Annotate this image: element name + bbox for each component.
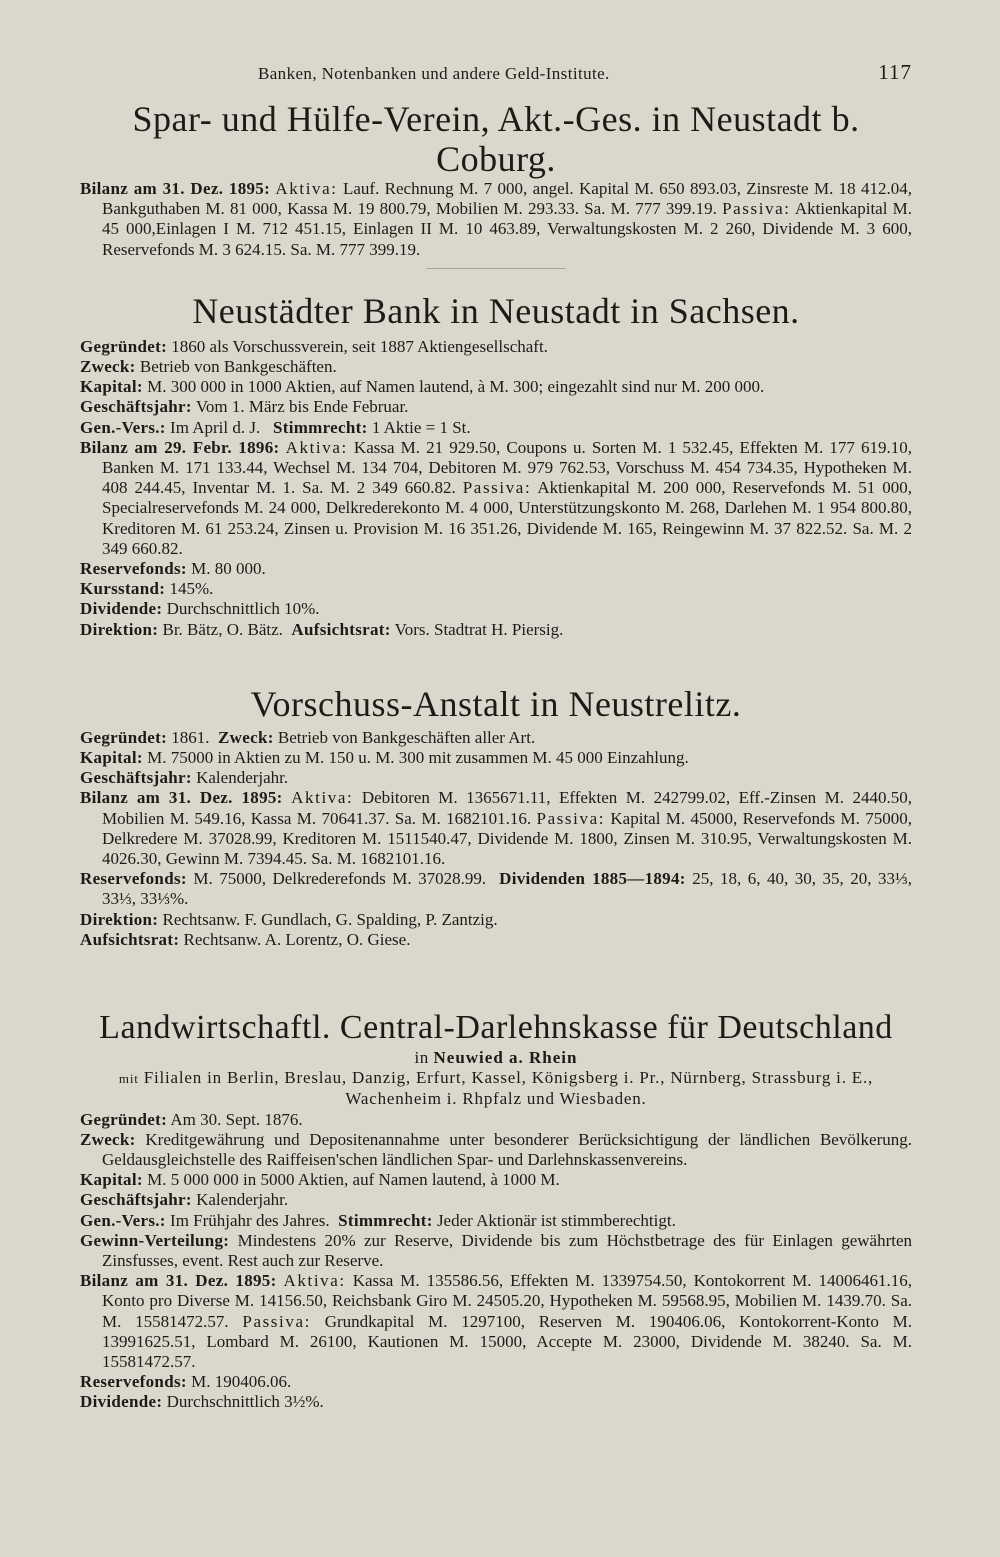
dividenden-label: Dividenden 1885—1894: [499, 869, 686, 889]
spacer [80, 640, 912, 684]
direktion-value: Br. Bätz, O. Bätz. [162, 619, 283, 639]
reservefonds-label: Reservefonds: [80, 559, 187, 579]
entry-title: Landwirtschaftl. Central-Darlehnskasse für Deutschland [99, 1009, 893, 1047]
dividende-line [80, 599, 912, 619]
reservefonds-line [80, 1372, 912, 1392]
zweck-label: Zweck: [218, 727, 274, 747]
aufsichtsrat-value: Rechtsanw. A. Lorentz, O. Giese. [183, 929, 411, 949]
aktiva-text: Kassa M. 21 929.50, Coupons u. Sorten M. 1 532.45, Effekten M. 177 619.10, Banken M. 171 133.44, Wechsel M. 134 704, Debitoren M. 979 762.53, Vorschuss M. 454 734.35, Hypotheken M. 408 244.45, Inventar M. 1. Sa. M. 2 349 660.82. [102, 437, 913, 498]
kapital-line [80, 377, 912, 397]
kapital-label: Kapital: [80, 1170, 143, 1190]
aktiva-text: Debitoren M. 1365671.11, Effekten M. 242799.02, Eff.-Zinsen M. 2440.50, Mobilien M. 549.16, Kassa M. 70641.37. Sa. M. 1682101.16. [102, 788, 913, 828]
geschaeftsjahr-line [80, 397, 912, 417]
zweck-value: Betrieb von Bankgeschäften aller Art. [277, 727, 536, 747]
dividende-value: Durchschnittlich 3½%. [166, 1392, 324, 1412]
reservefonds-line [80, 559, 912, 579]
zweck-line [80, 1130, 912, 1170]
aktiva-label: Aktiva: [283, 1271, 346, 1291]
passiva-label: Passiva: [462, 478, 532, 498]
geschaeftsjahr-label: Geschäftsjahr: [80, 768, 192, 788]
stimmrecht-value: Jeder Aktionär ist stimmberechtigt. [436, 1210, 676, 1230]
subtitle-place: Neuwied a. Rhein [433, 1048, 578, 1068]
reservefonds-value: M. 80 000. [191, 559, 266, 579]
bilanz-label: Bilanz am 29. Febr. 1896: [80, 437, 280, 457]
gen-vers-value: Im April d. J. [170, 417, 261, 437]
spacer [80, 950, 912, 1008]
kapital-label: Kapital: [80, 748, 143, 768]
kapital-line [80, 1170, 912, 1190]
bilanz-paragraph [80, 1271, 912, 1372]
stimmrecht-value: 1 Aktie = 1 St. [371, 417, 471, 437]
stimmrecht-label: Stimmrecht: [338, 1210, 433, 1230]
entry-spar-huelfe-verein [80, 99, 912, 260]
entry-neustaedter-bank [80, 291, 912, 640]
aktiva-label: Aktiva: [285, 437, 348, 457]
gewinn-verteilung-value: Mindestens 20% zur Reserve, Dividende bis zum Höchstbetrage des für Einlagen gewährten Zinsfusses, event. Rest auch zur Reserve. [102, 1230, 912, 1270]
kursstand-label: Kursstand: [80, 579, 166, 599]
gen-vers-line [80, 418, 912, 438]
aktiva-label: Aktiva: [275, 179, 338, 198]
geschaeftsjahr-line [80, 1190, 912, 1210]
filialen-prefix: mit [118, 1071, 139, 1087]
zweck-value: Betrieb von Bankgeschäften. [139, 357, 337, 377]
gegruendet-value: Am 30. Sept. 1876. [170, 1109, 303, 1129]
aktiva-text: Lauf. Rechnung M. 7 000, angel. Kapital M. 650 893.03, Zinsreste M. 18 412.04, Bankguthaben M. 81 000, Kassa M. 19 800.79, Mobilien M. 293.33. Sa. M. 777 399.19. [102, 179, 913, 219]
aufsichtsrat-line [80, 930, 912, 950]
reservefonds-line [80, 869, 912, 909]
direktion-label: Direktion: [80, 619, 159, 639]
running-title: Banken, Notenbanken und andere Geld-Institute. [258, 64, 610, 83]
subtitle-prefix: in [414, 1048, 429, 1068]
reservefonds-label: Reservefonds: [80, 1372, 187, 1392]
gegruendet-line [80, 337, 912, 357]
stimmrecht-label: Stimmrecht: [272, 417, 368, 437]
zweck-line [80, 357, 912, 377]
passiva-text: Aktienkapital M. 200 000, Reservefonds M. 51 000, Specialreservefonds M. 24 000, Delkrederekonto M. 4 000, Unterstützungskonto M. 268, Darlehen M. 1 954 800.80, Kreditoren M. 61 253.24, Zinsen u. Provision M. 16 351.26, Dividende M. 165, Reingewinn M. 37 822.52. Sa. M. 2 349 660.82. [102, 478, 913, 558]
kursstand-value: 145%. [169, 579, 214, 599]
gegruendet-label: Gegründet: [80, 336, 168, 356]
gewinn-verteilung-label: Gewinn-Verteilung: [80, 1230, 230, 1250]
entry-title: Spar- und Hülfe-Verein, Akt.-Ges. in Neustadt b. Coburg. [132, 99, 860, 179]
direktion-line [80, 910, 912, 930]
direktion-label: Direktion: [80, 909, 159, 929]
dividende-label: Dividende: [80, 599, 163, 619]
divider [426, 268, 566, 269]
gegruendet-label: Gegründet: [80, 727, 168, 747]
bilanz-label: Bilanz am 31. Dez. 1895: [80, 788, 283, 808]
dividende-label: Dividende: [80, 1392, 163, 1412]
gegruendet-value: 1861. [171, 727, 210, 747]
entry-central-darlehnskasse [80, 1008, 912, 1412]
passiva-text: Grundkapital M. 1297100, Reserven M. 190406.06, Kontokorrent-Konto M. 13991625.51, Lombard M. 26100, Kautionen M. 15000, Accepte M. 23000, Dividende M. 38240. Sa. M. 15581472.57. [102, 1311, 913, 1371]
geschaeftsjahr-value: Vom 1. März bis Ende Februar. [195, 397, 409, 417]
aktiva-label: Aktiva: [291, 788, 354, 808]
geschaeftsjahr-label: Geschäftsjahr: [80, 1190, 192, 1210]
entry-title: Neustädter Bank in Neustadt in Sachsen. [192, 290, 800, 331]
bilanz-paragraph [80, 438, 912, 559]
kapital-value: M. 75000 in Aktien zu M. 150 u. M. 300 mit zusammen M. 45 000 Einzahlung. [147, 748, 689, 768]
kursstand-line [80, 579, 912, 599]
kapital-line [80, 748, 912, 768]
passiva-text: Aktienkapital M. 45 000,Einlagen I M. 712 451.15, Einlagen II M. 10 463.89, Verwaltungskosten M. 2 260, Dividende M. 3 600, Reservefonds M. 3 624.15. Sa. M. 777 399.19. [102, 199, 913, 259]
zweck-value: Kreditgewährung und Depositenannahme unter besonderer Berücksichtigung der ländlichen Bevölkerung. Geldausgleichstelle des Raiffeisen'schen ländlichen Spar- und Darlehnskassenvereins. [102, 1129, 913, 1169]
passiva-text: Kapital M. 45000, Reservefonds M. 75000, Delkredere M. 37028.99, Kreditoren M. 1511540.47, Dividende M. 1800, Zinsen M. 310.95, Verwaltungskosten M. 4026.30, Gewinn M. 7394.45. Sa. M. 1682101.16. [102, 808, 912, 869]
bilanz-paragraph [80, 179, 912, 260]
geschaeftsjahr-value: Kalenderjahr. [196, 1190, 289, 1210]
kapital-label: Kapital: [80, 377, 143, 397]
filialen-value: Filialen in Berlin, Breslau, Danzig, Erfurt, Kassel, Königsberg i. Pr., Nürnberg, Strassburg i. E., Wachenheim i. Rhpfalz und Wiesbaden. [143, 1068, 874, 1109]
gegruendet-line [80, 728, 912, 748]
passiva-label: Passiva: [722, 199, 791, 219]
kapital-value: M. 5 000 000 in 5000 Aktien, auf Namen lautend, à 1000 M. [147, 1170, 560, 1190]
aufsichtsrat-value: Vors. Stadtrat H. Piersig. [394, 619, 564, 639]
dividende-value: Durchschnittlich 10%. [166, 599, 320, 619]
gen-vers-label: Gen.-Vers.: [80, 1210, 166, 1230]
gen-vers-label: Gen.-Vers.: [80, 417, 166, 437]
bilanz-paragraph [80, 788, 912, 869]
reservefonds-value: M. 190406.06. [191, 1372, 292, 1392]
zweck-label: Zweck: [80, 1129, 136, 1149]
kapital-value: M. 300 000 in 1000 Aktien, auf Namen lautend, à M. 300; eingezahlt sind nur M. 200 000. [147, 377, 765, 397]
gen-vers-value: Im Frühjahr des Jahres. [170, 1210, 330, 1230]
dividenden-value: 25, 18, 6, 40, 30, 35, 20, 33⅓, 33⅓, 33⅓%. [102, 869, 913, 909]
direktion-value: Rechtsanw. F. Gundlach, G. Spalding, P. Zantzig. [162, 909, 498, 929]
filialen-line [80, 1068, 912, 1109]
geschaeftsjahr-label: Geschäftsjahr: [80, 397, 192, 417]
gegruendet-label: Gegründet: [80, 1109, 168, 1129]
passiva-label: Passiva: [536, 808, 606, 828]
geschaeftsjahr-line [80, 768, 912, 788]
reservefonds-value: M. 75000, Delkrederefonds M. 37028.99. [193, 869, 487, 889]
entry-subtitle [80, 1048, 912, 1068]
bilanz-label: Bilanz am 31. Dez. 1895: [80, 179, 271, 198]
direktion-line [80, 620, 912, 640]
reservefonds-label: Reservefonds: [80, 869, 187, 889]
gegruendet-value: 1860 als Vorschussverein, seit 1887 Aktiengesellschaft. [171, 336, 548, 356]
gewinn-verteilung-line [80, 1231, 912, 1271]
geschaeftsjahr-value: Kalenderjahr. [196, 768, 289, 788]
zweck-label: Zweck: [80, 357, 136, 377]
page-number: 117 [878, 60, 912, 84]
passiva-label: Passiva: [242, 1311, 311, 1331]
gegruendet-line [80, 1110, 912, 1130]
running-head [80, 60, 912, 85]
aufsichtsrat-label: Aufsichtsrat: [291, 619, 391, 639]
aktiva-text: Kassa M. 135586.56, Effekten M. 1339754.50, Kontokorrent M. 14006461.16, Konto pro Diverse M. 14156.50, Reichsbank Giro M. 24505.20, Hypotheken M. 59568.95, Mobilien M. 1439.70. Sa. M. 15581472.57. [102, 1271, 913, 1331]
aufsichtsrat-label: Aufsichtsrat: [80, 929, 180, 949]
dividende-line [80, 1392, 912, 1412]
bilanz-label: Bilanz am 31. Dez. 1895: [80, 1271, 277, 1291]
entry-vorschuss-anstalt [80, 684, 912, 950]
gen-vers-line [80, 1211, 912, 1231]
entry-title: Vorschuss-Anstalt in Neustrelitz. [250, 683, 742, 724]
